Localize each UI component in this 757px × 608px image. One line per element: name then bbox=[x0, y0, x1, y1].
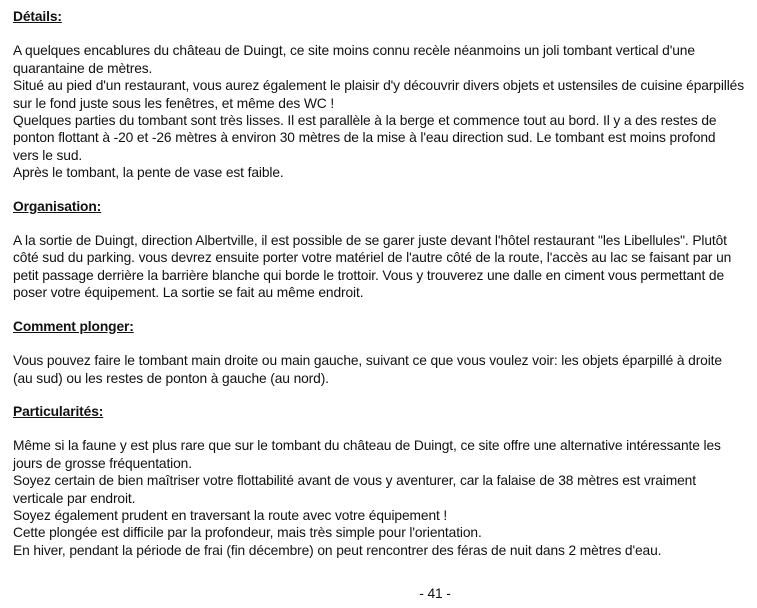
section-organisation bbox=[13, 198, 744, 302]
paragraph: A quelques encablures du château de Duingt, ce site moins connu recèle néanmoins un joli tombant vertical d'une quarantaine de mètres. bbox=[13, 43, 695, 76]
paragraph: Quelques parties du tombant sont très lisses. Il est parallèle à la berge et commence tout au bord. Il y a des restes de ponton flottant à -20 et -26 mètres à environ 30 mètres de la mise à l'eau direction sud. Le tombant est moins profond vers le sud. bbox=[13, 113, 717, 163]
section-heading: Organisation: bbox=[13, 198, 102, 214]
page-number: - 41 - bbox=[419, 585, 451, 601]
section-details bbox=[13, 8, 744, 182]
section-heading: Particularités: bbox=[13, 403, 104, 419]
section-heading: Détails: bbox=[13, 9, 62, 24]
paragraph: Soyez également prudent en traversant la route avec votre équipement ! bbox=[13, 507, 448, 523]
paragraph: A la sortie de Duingt, direction Albertville, il est possible de se garer juste devant l'hôtel restaurant "les Libellules". Plutôt côté sud du parking. vous devrez ensuite porter votre matériel de l'autre côté de la route, l'accès au lac se faisant par un petit passage derrière la barrière blanche qui borde le trottoir. Vous y trouverez une dalle en ciment vous permettant de poser votre équipement. La sortie se fait au même endroit. bbox=[13, 233, 732, 301]
paragraph: Cette plongée est difficile par la profondeur, mais très simple pour l'orientation. bbox=[13, 525, 482, 541]
paragraph: Même si la faune y est plus rare que sur le tombant du château de Duingt, ce site offre une alternative intéressante les jours de grosse fréquentation. bbox=[13, 438, 721, 471]
paragraph: Après le tombant, la pente de vase est faible. bbox=[13, 165, 284, 181]
section-particularites bbox=[13, 403, 744, 559]
paragraph: Vous pouvez faire le tombant main droite ou main gauche, suivant ce que vous voulez voir: les objets éparpillé à droite (au sud) ou les restes de ponton à gauche (au nord). bbox=[13, 353, 722, 386]
section-heading: Comment plonger: bbox=[13, 318, 134, 334]
paragraph: Situé au pied d'un restaurant, vous aurez également le plaisir d'y découvrir divers objets et ustensiles de cuisine éparpillés sur le fond juste sous les fenêtres, et même des WC ! bbox=[13, 78, 744, 111]
paragraph: Soyez certain de bien maîtriser votre flottabilité avant de vous y aventurer, car la falaise de 38 mètres est vraiment verticale par endroit. bbox=[13, 473, 696, 506]
paragraph: En hiver, pendant la période de frai (fin décembre) on peut rencontrer des féras de nuit dans 2 mètres d'eau. bbox=[13, 542, 662, 558]
section-comment-plonger bbox=[13, 318, 744, 387]
